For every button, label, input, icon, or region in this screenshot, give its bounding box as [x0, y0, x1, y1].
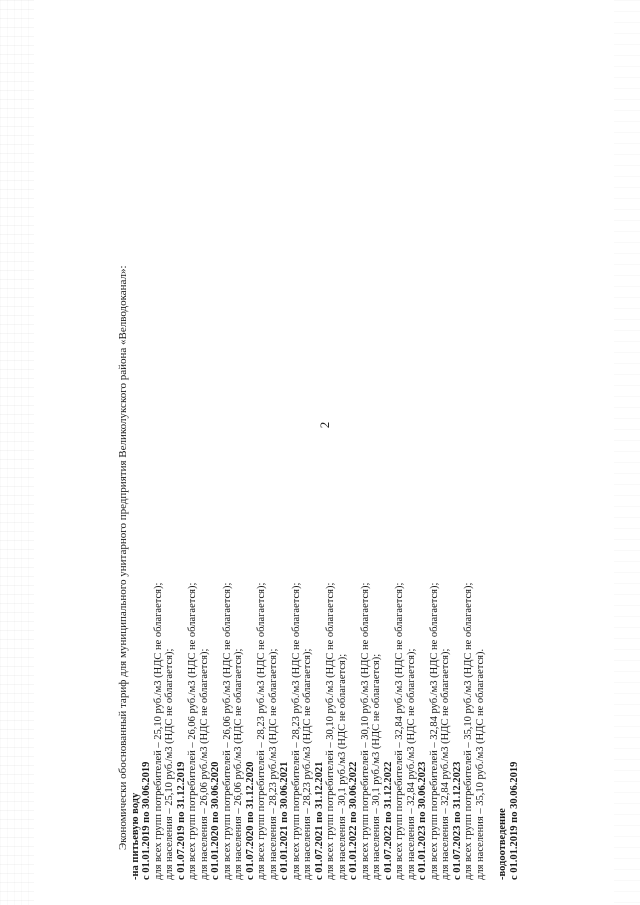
tariff-line: для населения – 30,1 руб./м3 (НДС не облагается);: [336, 653, 348, 880]
section-heading: с 01.01.2019 по 30.06.2019: [141, 761, 152, 880]
tariff-line: для населения – 32,84 руб./м3 (НДС не облагается);: [440, 648, 451, 880]
tariff-line: для всех групп потребителей – 26,06 руб./м3 (НДС не облагается);: [221, 582, 233, 880]
tariff-line: для всех групп потребителей – 26,06 руб./м3 (НДС не облагается);: [187, 582, 198, 880]
tariff-line: для всех групп потребителей – 35,10 руб./м3 (НДС не облагается);: [463, 582, 474, 880]
tariff-line: для населения – 26,06 руб./м3 (НДС не облагается);: [233, 648, 244, 880]
section-heading: с 01.07.2020 по 31.12.2020: [244, 761, 256, 880]
tariff-line: для всех групп потребителей – 32,84 руб./м3 (НДС не облагается);: [428, 582, 440, 880]
tariff-line: для всех групп потребителей – 30,10 руб./м3 (НДС не облагается);: [359, 582, 371, 880]
rotated-text-block: [118, 110, 520, 880]
page-number: 2: [317, 421, 332, 429]
section-heading: с 01.07.2022 по 31.12.2022: [382, 761, 394, 880]
tariff-line: для населения – 32,84 руб./м3 (НДС не облагается);: [405, 648, 417, 880]
tariff-line: для населения – 28,23 руб./м3 (НДС не облагается);: [302, 648, 313, 880]
tariff-line: для всех групп потребителей – 30,10 руб./м3 (НДС не облагается);: [325, 582, 336, 880]
section-heading: -водоотведение: [497, 808, 508, 880]
tariff-line: для всех групп потребителей – 32,84 руб./м3 (НДС не облагается);: [394, 582, 405, 880]
section-heading: с 01.01.2021 по 30.06.2021: [279, 761, 290, 880]
section-heading: с 01.07.2023 по 31.12.2023: [451, 761, 463, 880]
tariff-line: для всех групп потребителей – 28,23 руб./м3 (НДС не облагается);: [256, 582, 267, 880]
section-heading: с 01.01.2023 по 30.06.2023: [417, 761, 428, 880]
tariff-line: для населения – 30,1 руб./м3 (НДС не облагается);: [371, 653, 382, 880]
section-heading: с 01.07.2021 по 31.12.2021: [313, 761, 325, 880]
section-heading: с 01.01.2020 по 30.06.2020: [210, 761, 221, 880]
tariff-line: для всех групп потребителей – 28,23 руб./м3 (НДС не облагается);: [290, 582, 302, 880]
tariff-line: для населения – 28,23 руб./м3 (НДС не облагается);: [267, 648, 279, 880]
scan-edge-left: [0, 0, 34, 905]
tariff-line: для всех групп потребителей – 25,10 руб./м3 (НДС не облагается);: [152, 582, 164, 880]
blank-line: [486, 110, 497, 880]
tariff-line: для населения – 26,06 руб./м3 (НДС не облагается);: [198, 648, 210, 880]
tariff-line: для населения – 25,10 руб./м3 (НДС не облагается);: [164, 648, 175, 880]
section-heading: с 01.01.2022 по 30.06.2022: [348, 761, 359, 880]
tariff-line: для населения – 35,10 руб./м3 (НДС не облагается).: [474, 648, 486, 880]
scan-edge-right: [614, 0, 640, 905]
section-heading: с 01.07.2019 по 31.12.2019: [175, 761, 187, 880]
document-title: Экономически обоснованный тариф для муниципального унитарного предприятия Великолукского района «Велводоканал»:: [117, 265, 129, 850]
section-heading: -на питьевую воду: [129, 792, 141, 880]
section-heading: с 01.01.2019 по 30.06.2019: [508, 761, 520, 880]
